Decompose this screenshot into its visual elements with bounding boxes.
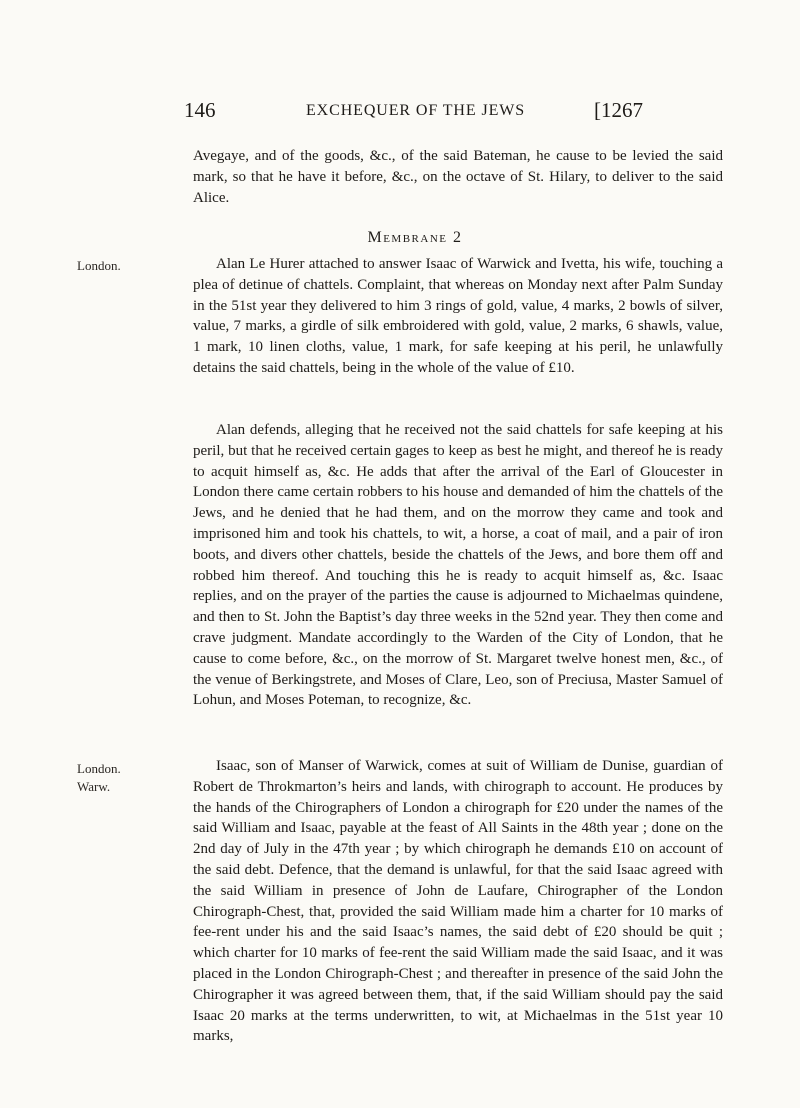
running-title: EXCHEQUER OF THE JEWS (306, 102, 526, 119)
page-number: 146 (184, 98, 216, 122)
membrane-heading: Membrane 2 (367, 229, 463, 246)
margin-note-london: London. (77, 258, 121, 273)
running-header (0, 98, 800, 128)
section-heading (0, 229, 800, 247)
paragraph-continuation: Avegaye, and of the goods, &c., of the said Bateman, he cause to be levied the said mark, so that he have it before, &c., on the octave of St. Hilary, to deliver to the said Alice. (193, 148, 723, 206)
margin-note-line: Warw. (77, 779, 111, 794)
year-marker: [1267 (594, 98, 643, 122)
paragraph-alan-defends: Alan defends, alleging that he received not the said chattels for safe keeping at his peril, but that he received certain gages to keep as best he might, and thereof he is ready to acquit himself as, &c. He adds that after the arrival of the Earl of Gloucester in London there came certain robbers to his house and demanded of him the chattels of the Jews, and he denied that he had them, and on the morrow they came and took and imprisoned him and took his chattels, to wit, a horse, a coat of mail, and a pair of iron boots, and divers other chattels, beside the chattels of the Jews, and bore them off and robbed him thereof. And touching this he is ready to acquit himself as, &c. Isaac replies, and on the prayer of the parties the cause is adjourned to Michaelmas quindene, and then to St. John the Baptist’s day three weeks in the 52nd year. They then come and crave judgment. Mandate accordingly to the Warden of the City of London, that he cause to come before, &c., on the morrow of St. Margaret twelve honest men, &c., of the venue of Berkingstrete, and Moses of Clare, Leo, son of Preciusa, Master Samuel of Lohun, and Moses Poteman, to recognize, &c. (193, 422, 723, 709)
paragraph-isaac-son-of-manser: Isaac, son of Manser of Warwick, comes at suit of William de Dunise, guardian of Robert de Throkmarton’s heirs and lands, with chirograph to account. He produces by the hands of the Chirographers of London a chirograph for £20 under the names of the said William and Isaac, payable at the feast of All Saints in the 48th year ; done on the 2nd day of July in the 47th year ; by which chirograph he demands £10 on account of the said debt. Defence, that the demand is unlawful, for that the said Isaac agreed with the said William in presence of John de Laufare, Chirographer of the London Chirograph-Chest, that, provided the said William made him a charter for 10 marks of fee-rent under his and the said Isaac’s names, the said debt of £20 should be quit ; which charter for 10 marks of fee-rent the said William made the said Isaac, and it was placed in the London Chirograph-Chest ; and thereafter in presence of the said John the Chirographer it was agreed between them, that, if the said William should pay the said Isaac 20 marks at the terms underwritten, to wit, at Michaelmas in the 51st year 10 marks, (193, 758, 723, 1045)
paragraph-alan-le-hurer: Alan Le Hurer attached to answer Isaac of Warwick and Ivetta, his wife, touching a plea of detinue of chattels. Complaint, that whereas on Monday next after Palm Sunday in the 51st year they delivered to him 3 rings of gold, value, 4 marks, 2 bowls of silver, value, 7 marks, a girdle of silk embroidered with gold, value, 2 marks, 6 shawls, value, 1 mark, 10 linen cloths, value, 1 mark, for safe keeping at his peril, he unlawfully detains the said chattels, being in the whole of the value of £10. (193, 256, 723, 376)
margin-note-london-warw (77, 760, 121, 796)
margin-note-line: London. (77, 761, 121, 776)
